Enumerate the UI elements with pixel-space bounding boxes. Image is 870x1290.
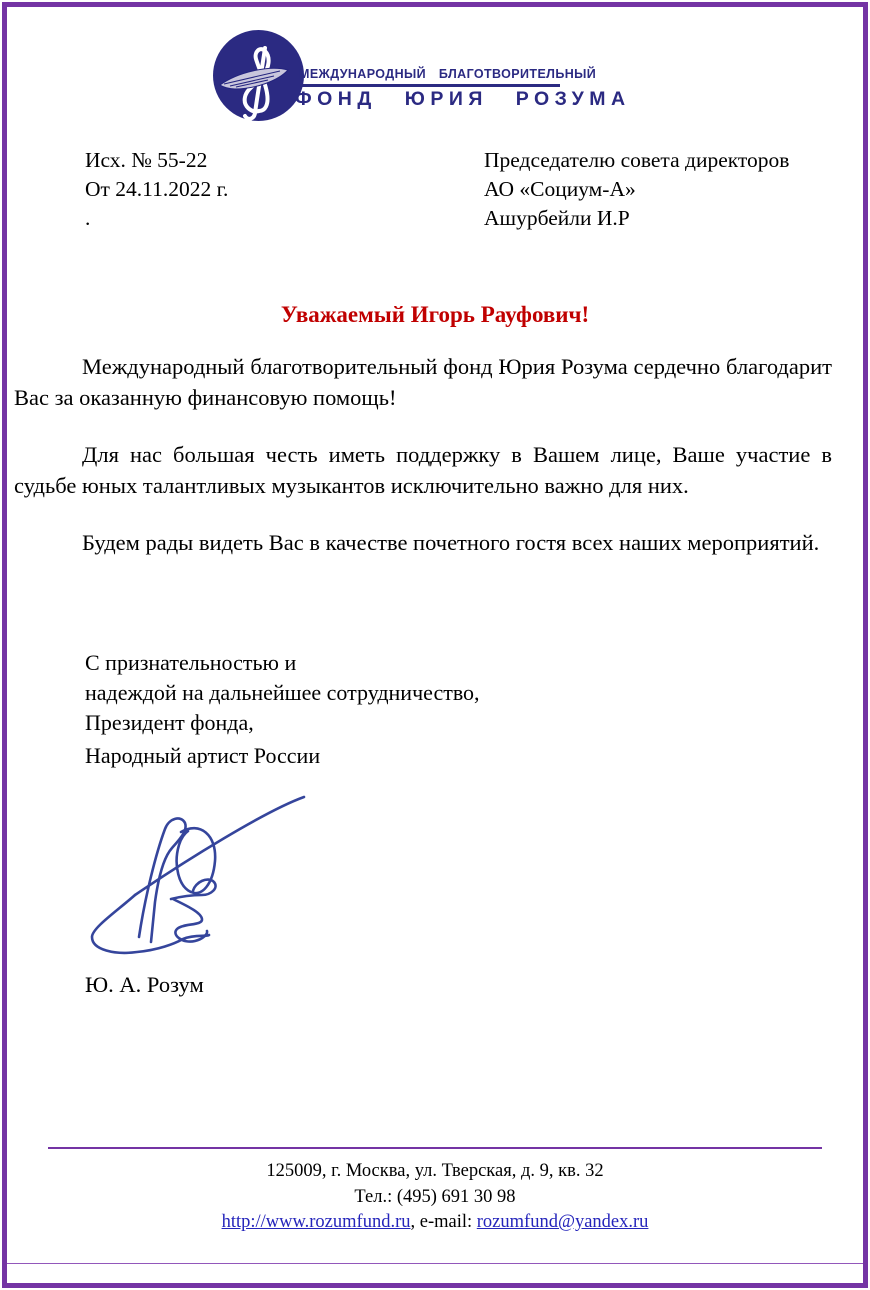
handwritten-signature: [55, 785, 355, 960]
foundation-emblem: [212, 29, 305, 122]
email-link[interactable]: rozumfund@yandex.ru: [476, 1212, 649, 1232]
footer-contacts: [0, 1159, 870, 1236]
closing-line: С признательностью и: [85, 650, 297, 675]
signer-name: Ю. А. Розум: [85, 972, 204, 997]
footer-address: 125009, г. Москва, ул. Тверская, д. 9, кв. 32: [266, 1161, 604, 1181]
recipient-company: АО «Социум-А»: [484, 177, 636, 201]
footer-phone: Тел.: (495) 691 30 98: [354, 1186, 516, 1207]
website-link[interactable]: http://www.rozumfund.ru: [221, 1212, 411, 1232]
closing-line: Народный артист России: [85, 743, 321, 768]
outgoing-number: Исх. № 55-22: [85, 148, 208, 172]
logo-underline: [282, 84, 560, 87]
letter-body: [14, 351, 832, 584]
recipient-title: Председателю совета директоров: [484, 148, 790, 172]
salutation-heading: Уважаемый Игорь Рауфович!: [280, 302, 590, 327]
body-paragraph: Для нас большая честь иметь поддержку в Вашем лице, Ваше участие в судьбе юных талантливых музыкантов исключительно важно для них.: [14, 442, 832, 498]
recipient-name: Ашурбейли И.Р: [484, 206, 630, 230]
closing-line: Президент фонда,: [85, 710, 254, 735]
closing-line: надеждой на дальнейшее сотрудничество,: [85, 680, 480, 705]
footer-links-line: [0, 1210, 870, 1236]
recipient-block: [484, 146, 789, 233]
body-paragraph: Будем рады видеть Вас в качестве почетного гостя всех наших мероприятий.: [82, 530, 820, 555]
signature-ink: [92, 797, 304, 953]
outgoing-reference: [85, 146, 228, 233]
foundation-name-line2: ФОНД ЮРИЯ РОЗУМА: [295, 88, 631, 110]
footer-separator: ,: [410, 1212, 420, 1232]
closing-block: [85, 648, 480, 771]
footer-divider: [48, 1147, 822, 1149]
foundation-name-line1: МЕЖДУНАРОДНЫЙ БЛАГОТВОРИТЕЛЬНЫЙ: [299, 67, 597, 81]
email-label: e-mail:: [419, 1212, 477, 1232]
outgoing-dot: .: [85, 206, 91, 230]
body-paragraph: Международный благотворительный фонд Юрия Розума сердечно благодарит Вас за оказанную финансовую помощь!: [14, 354, 832, 410]
outgoing-date: От 24.11.2022 г.: [85, 177, 229, 201]
